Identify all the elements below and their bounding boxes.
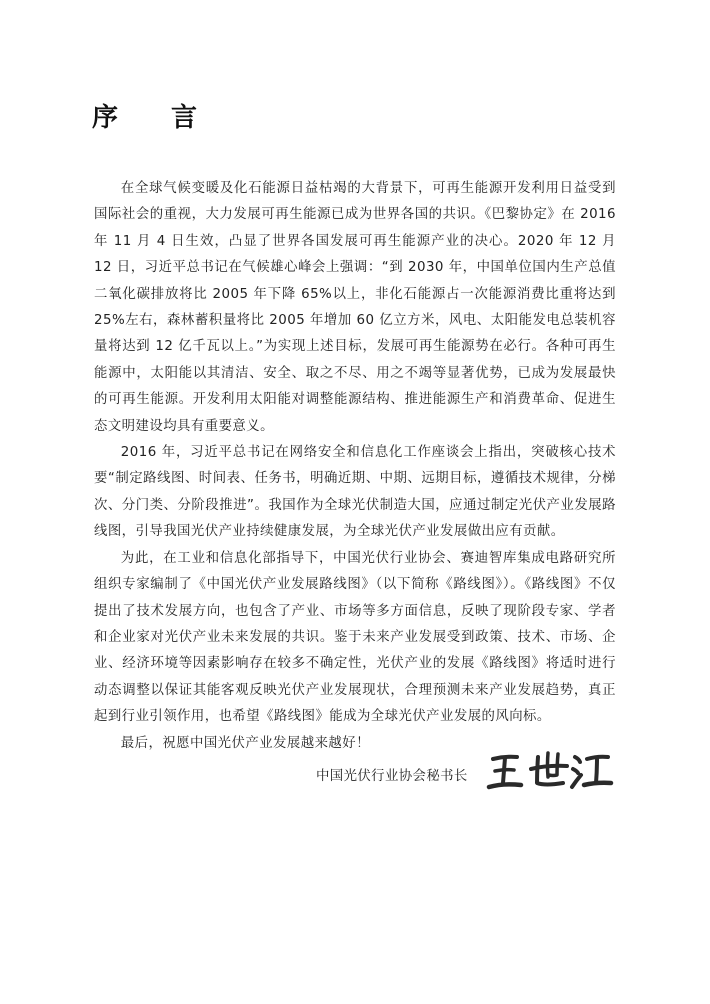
paragraph-1: 在全球气候变暖及化石能源日益枯竭的大背景下，可再生能源开发利用日益受到国际社会的重视，大力发展可再生能源已成为世界各国的共识。《巴黎协定》在 2016 年 11 月 4 日生效，凸显了世界各国发展可再生能源产业的决心。2020 年 12 月 12 日，习近平总书记在气候雄心峰会上强调：“到 2030 年，中国单位国内生产总值二氧化碳排放将比 2005 年下降 65%以上，非化石能源占一次能源消费比重将达到 25%左右，森林蓄积量将比 2005 年增加 60 亿立方米，风电、太阳能发电总装机容量将达到 12 亿千瓦以上。”为实现上述目标，发展可再生能源势在必行。各种可再生能源中，太阳能以其清洁、安全、取之不尽、用之不竭等显著优势，已成为发展最快的可再生能源。开发利用太阳能对调整能源结构、推进能源生产和消费革命、促进生态文明建设均具有重要意义。 <box>94 181 616 434</box>
handwritten-signature-icon <box>483 745 615 801</box>
signatory-title: 中国光伏行业协会秘书长 <box>316 769 468 784</box>
preface-body <box>94 176 616 757</box>
paragraph-2: 2016 年，习近平总书记在网络安全和信息化工作座谈会上指出，突破核心技术要“制定路线图、时间表、任务书，明确近期、中期、远期目标，遵循技术规律，分梯次、分门类、分阶段推进”。我国作为全球光伏制造大国，应通过制定光伏产业发展路线图，引导我国光伏产业持续健康发展，为全球光伏产业发展做出应有贡献。 <box>94 445 616 540</box>
page-title: 序 言 <box>92 103 220 133</box>
paragraph-3: 为此，在工业和信息化部指导下，中国光伏行业协会、赛迪智库集成电路研究所组织专家编制了《中国光伏产业发展路线图》（以下简称《路线图》）。《路线图》不仅提出了技术发展方向，也包含了产业、市场等多方面信息，反映了现阶段专家、学者和企业家对光伏产业未来发展的共识。鉴于未来产业发展受到政策、技术、市场、企业、经济环境等因素影响存在较多不确定性，光伏产业的发展《路线图》将适时进行动态调整以保证其能客观反映光伏产业发展现状，合理预测未来产业发展趋势，真正起到行业引领作用，也希望《路线图》能成为全球光伏产业发展的风向标。 <box>94 550 616 725</box>
paragraph-4: 最后，祝愿中国光伏产业发展越来越好！ <box>120 735 370 751</box>
signature-block <box>316 745 636 805</box>
